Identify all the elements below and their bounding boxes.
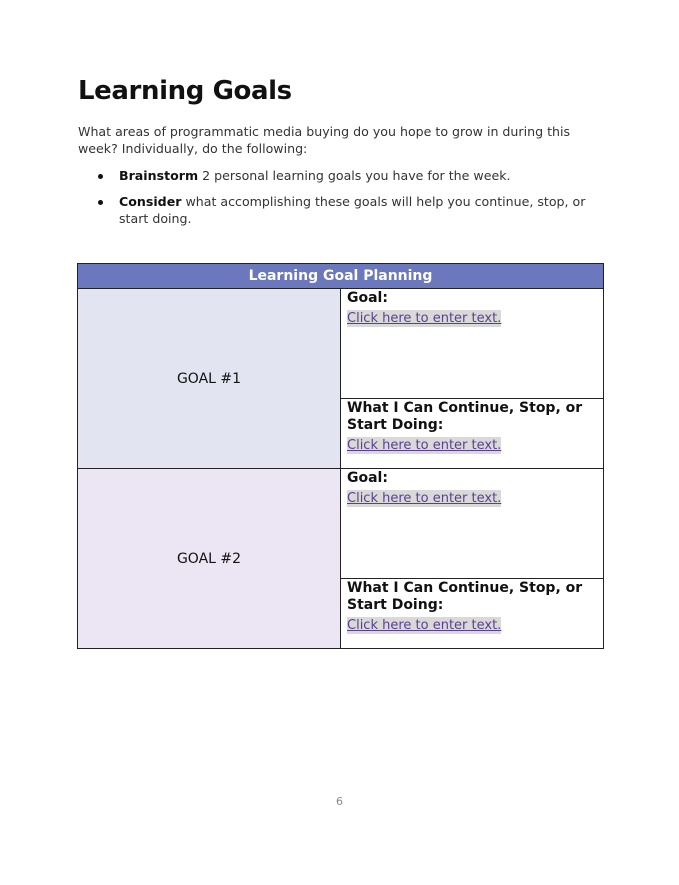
page-number: 6 xyxy=(336,795,343,808)
goal-2-label: GOAL #2 xyxy=(78,469,341,649)
bullet-text: what accomplishing these goals will help you continue, stop, or start doing. xyxy=(119,194,586,226)
instruction-list xyxy=(78,167,598,236)
list-item xyxy=(78,193,598,227)
goal-1-label: GOAL #1 xyxy=(78,289,341,469)
bullet-bold-text: Consider xyxy=(119,194,182,209)
goal-field-label: Goal: xyxy=(347,470,388,486)
csd-field-label: What I Can Continue, Stop, or Start Doing: xyxy=(347,580,583,613)
bullet-text: 2 personal learning goals you have for the week. xyxy=(198,168,511,183)
goal-2-csd-input[interactable]: Click here to enter text. xyxy=(347,618,502,633)
learning-goal-planning-table xyxy=(77,263,604,649)
goal-field-label: Goal: xyxy=(347,290,388,306)
list-item xyxy=(78,167,598,184)
table-row xyxy=(78,289,604,399)
csd-field-label: What I Can Continue, Stop, or Start Doing: xyxy=(347,400,583,433)
goal-2-csd-cell xyxy=(341,579,604,649)
page-title: Learning Goals xyxy=(78,76,292,106)
bullet-icon xyxy=(98,174,103,179)
bullet-bold-text: Brainstorm xyxy=(119,168,199,183)
goal-1-goal-input[interactable]: Click here to enter text. xyxy=(347,311,502,326)
goal-1-csd-input[interactable]: Click here to enter text. xyxy=(347,438,502,453)
table-row xyxy=(78,469,604,579)
intro-paragraph: What areas of programmatic media buying do you hope to grow in during this week? Individually, do the following: xyxy=(78,124,571,156)
goal-1-csd-cell xyxy=(341,399,604,469)
goal-2-goal-input[interactable]: Click here to enter text. xyxy=(347,491,502,506)
goal-2-goal-cell xyxy=(341,469,604,579)
table-header: Learning Goal Planning xyxy=(78,264,604,289)
goal-1-goal-cell xyxy=(341,289,604,399)
bullet-icon xyxy=(98,200,103,205)
